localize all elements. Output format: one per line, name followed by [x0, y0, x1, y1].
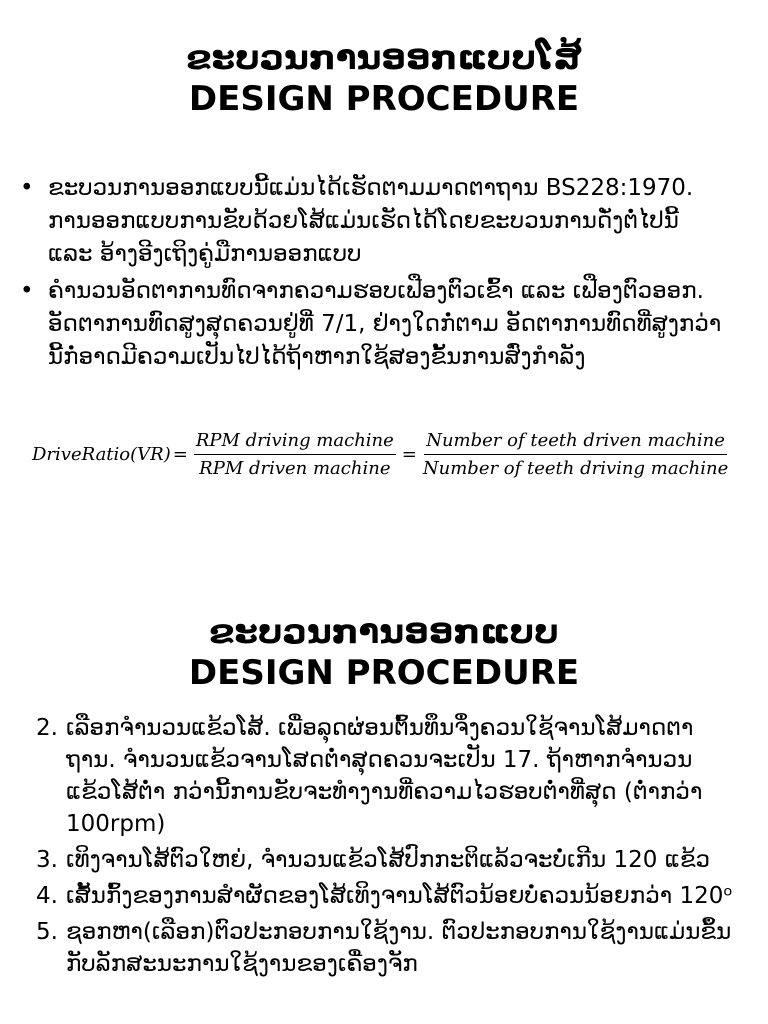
formula-lhs: DriveRatio(VR)	[32, 443, 171, 465]
rpm-fraction	[194, 430, 396, 479]
equals-sign: =	[172, 443, 188, 465]
bullet-item	[20, 275, 730, 374]
procedure-steps	[36, 712, 736, 984]
step-number: 2.	[36, 715, 58, 741]
step-number: 3.	[36, 847, 58, 873]
fraction-denominator: Number of teeth driving machine	[422, 457, 729, 479]
title-english: DESIGN PROCEDURE	[188, 652, 580, 693]
teeth-fraction	[423, 430, 728, 479]
step-number: 5.	[36, 919, 58, 945]
bullet-list	[20, 172, 730, 378]
bullet-dot: •	[20, 175, 34, 201]
step-text: ຊອກຫາ(ເລືອກ)ຕົວປະກອບການໃຊ້ງານ. ຕົວປະກອບການໃຊ້ງານແມ່ນຂຶ້ນກັບລັກສະນະການໃຊ້ງານຂອງເຄື່ອງຈັກ	[66, 919, 732, 977]
fraction-denominator: RPM driven machine	[199, 457, 391, 479]
title-english: DESIGN PROCEDURE	[188, 78, 580, 119]
bullet-text: ຄຳນວນອັດຕາການທົດຈາກຄວາມຮອບເຟືອງຕົວເຂົ້າ ແລະ ເຟືອງຕົວອອກ. ອັດຕາການທົດສູງສຸດຄວນຢູ່ທີ່ 7/1, ຢ່າງໃດກໍ່ຕາມ ອັດຕາການທົດທີ່ສູງກວ່ານີ້ກໍ່ອາດມີຄວາມເປັນໄປໄດ້ຖ້າຫາກໃຊ້ສອງຂັ້ນການສົ່ງກຳລັງ	[48, 278, 722, 370]
step-number: 4.	[36, 883, 58, 909]
slide-1-title	[0, 0, 768, 120]
title-lao: ຂະບວນການອອກແບບ	[209, 612, 559, 652]
drive-ratio-formula	[32, 424, 732, 484]
fraction-numerator: Number of teeth driven machine	[424, 430, 727, 455]
slide-2	[0, 512, 768, 1024]
step-item	[36, 916, 736, 980]
step-item	[36, 844, 736, 876]
step-text: ເສັ້ນກົ້ງຂອງການສຳຜັດຂອງໂສ້ເທິງຈານໂສ້ຕົວນ້ອຍບໍ່ຄວນນ້ອຍກວ່າ 120ᵒ	[66, 883, 733, 909]
step-text: ເລືອກຈຳນວນແຂ້ວໂສ້. ເພື່ອລຸດຜ່ອນຕົ້ນທຶນຈຶ່ງຄວນໃຊ້ຈານໂສ້ມາດຕາຖານ. ຈຳນວນແຂ້ວຈານໂສດຕ່ຳສຸດຄວນຈະເປັນ 17. ຖ້າຫາກຈຳນວນແຂ້ວໂສ້ຕ່ຳ ກວ່ານີ້ການຂັບຈະທຳງານທີ່ຄວາມໄວຮອບຕ່ຳທີ່ສຸດ (ຕ່ຳກວ່າ 100rpm)	[66, 715, 703, 837]
fraction-numerator: RPM driving machine	[194, 430, 396, 455]
step-item	[36, 712, 736, 840]
bullet-dot: •	[20, 278, 34, 304]
slide-2-title	[0, 512, 768, 694]
bullet-text: ຂະບວນການອອກແບບນີ້ແມ່ນໄດ້ເຮັດຕາມມາດຕາຖານ BS228:1970. ການອອກແບບການຂັບດ້ວຍໂສ້ແມ່ນເຮັດໄດ້ໂດຍຂະບວນການດັ່ງຕໍ່ໄປນີ້ ແລະ ອ້າງອີງເຖິງຄູ່ມືການອອກແບບ	[48, 175, 694, 267]
step-item	[36, 880, 736, 912]
step-text: ເທິງຈານໂສ້ຕົວໃຫຍ່, ຈຳນວນແຂ້ວໂສ້ປົກກະຕິແລ້ວຈະບໍ່ເກີນ 120 ແຂ້ວ	[66, 847, 711, 873]
equals-sign: =	[401, 443, 417, 465]
title-lao: ຂະບວນການອອກແບບໂສ້	[186, 38, 582, 78]
bullet-item	[20, 172, 730, 271]
